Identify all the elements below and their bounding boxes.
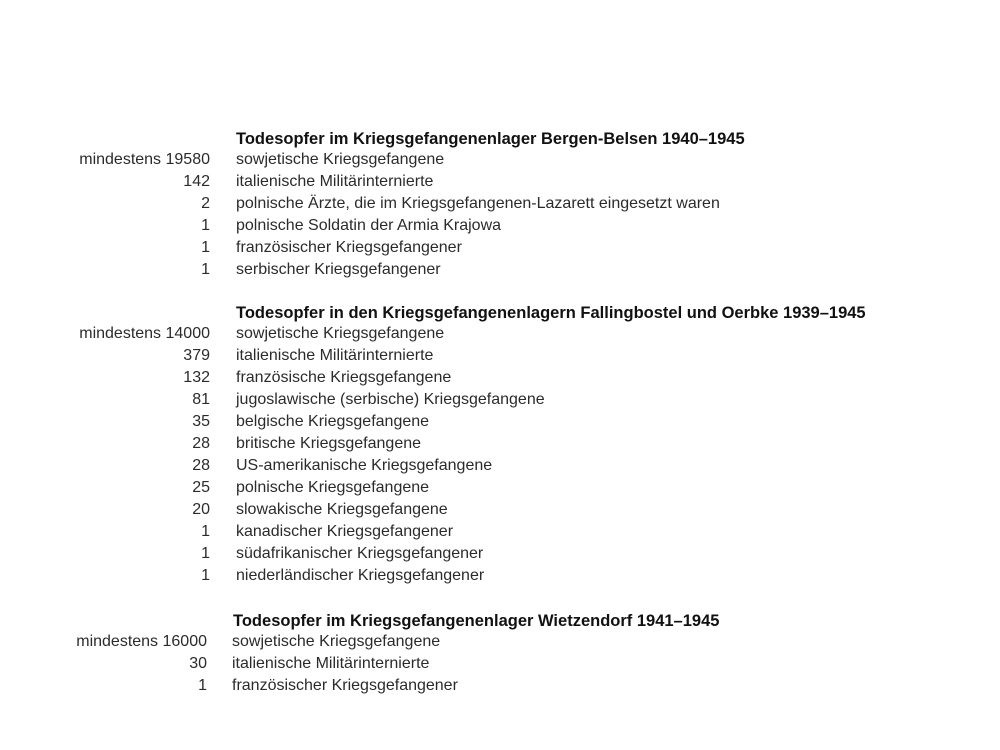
table-row — [0, 455, 1000, 477]
victim-group: sowjetische Kriegsgefangene — [236, 325, 445, 342]
victim-count: 1 — [201, 217, 210, 234]
table-row — [0, 499, 1000, 521]
table-row — [0, 237, 1000, 259]
victim-count: 1 — [201, 239, 210, 256]
victim-count: 81 — [192, 391, 210, 408]
victim-group: polnische Ärzte, die im Kriegsgefangenen-Lazarett eingesetzt waren — [236, 195, 720, 212]
victim-count: 1 — [201, 261, 210, 278]
table-row — [0, 389, 1000, 411]
victim-group: slowakische Kriegsgefangene — [236, 501, 448, 518]
table-row — [0, 543, 1000, 565]
victim-group: niederländischer Kriegsgefangener — [236, 567, 485, 584]
table-row — [0, 521, 1000, 543]
victim-count: 2 — [201, 195, 210, 212]
table-row — [0, 259, 1000, 281]
victim-count: 28 — [192, 435, 210, 452]
table-row — [0, 631, 1000, 653]
victim-count: mindestens 16000 — [76, 633, 207, 650]
victim-count: 25 — [192, 479, 210, 496]
victim-group: polnische Soldatin der Armia Krajowa — [236, 217, 502, 234]
victim-group: französische Kriegsgefangene — [236, 369, 452, 386]
victim-group: britische Kriegsgefangene — [236, 435, 422, 452]
table-row — [0, 653, 1000, 675]
victim-count: 1 — [201, 523, 210, 540]
victim-count: mindestens 19580 — [79, 151, 210, 168]
victim-group: jugoslawische (serbische) Kriegsgefangene — [236, 391, 545, 408]
victim-group: französischer Kriegsgefangener — [232, 677, 458, 694]
section-title: Todesopfer in den Kriegsgefangenenlagern Fallingbostel und Oerbke 1939–1945 — [236, 304, 866, 322]
victim-count: 1 — [201, 567, 210, 584]
table-row — [0, 149, 1000, 171]
table-row — [0, 565, 1000, 587]
table-row — [0, 345, 1000, 367]
table-row — [0, 193, 1000, 215]
victim-group: südafrikanischer Kriegsgefangener — [236, 545, 484, 562]
victim-group: französischer Kriegsgefangener — [236, 239, 462, 256]
table-row — [0, 367, 1000, 389]
victim-group: kanadischer Kriegsgefangener — [236, 523, 454, 540]
section-title: Todesopfer im Kriegsgefangenenlager Wietzendorf 1941–1945 — [233, 612, 720, 630]
section-title: Todesopfer im Kriegsgefangenenlager Bergen-Belsen 1940–1945 — [236, 130, 745, 148]
victim-group: US-amerikanische Kriegsgefangene — [236, 457, 493, 474]
table-row — [0, 675, 1000, 697]
victim-group: italienische Militärinternierte — [236, 347, 434, 364]
table-row — [0, 411, 1000, 433]
table-row — [0, 433, 1000, 455]
victim-count: 28 — [192, 457, 210, 474]
table-row — [0, 215, 1000, 237]
victim-group: italienische Militärinternierte — [232, 655, 430, 672]
victim-group: sowjetische Kriegsgefangene — [236, 151, 445, 168]
victim-count: 30 — [189, 655, 207, 672]
victim-group: italienische Militärinternierte — [236, 173, 434, 190]
victim-group: sowjetische Kriegsgefangene — [232, 633, 441, 650]
victim-count: 142 — [183, 173, 210, 190]
victim-count: 35 — [192, 413, 210, 430]
victim-count: 132 — [183, 369, 210, 386]
victim-count: 379 — [183, 347, 210, 364]
table-row — [0, 171, 1000, 193]
victim-count: 1 — [198, 677, 207, 694]
table-row — [0, 323, 1000, 345]
victim-group: belgische Kriegsgefangene — [236, 413, 430, 430]
victim-count: 1 — [201, 545, 210, 562]
victim-group: serbischer Kriegsgefangener — [236, 261, 441, 278]
table-row — [0, 477, 1000, 499]
victim-group: polnische Kriegsgefangene — [236, 479, 430, 496]
victim-count: mindestens 14000 — [79, 325, 210, 342]
victim-count: 20 — [192, 501, 210, 518]
